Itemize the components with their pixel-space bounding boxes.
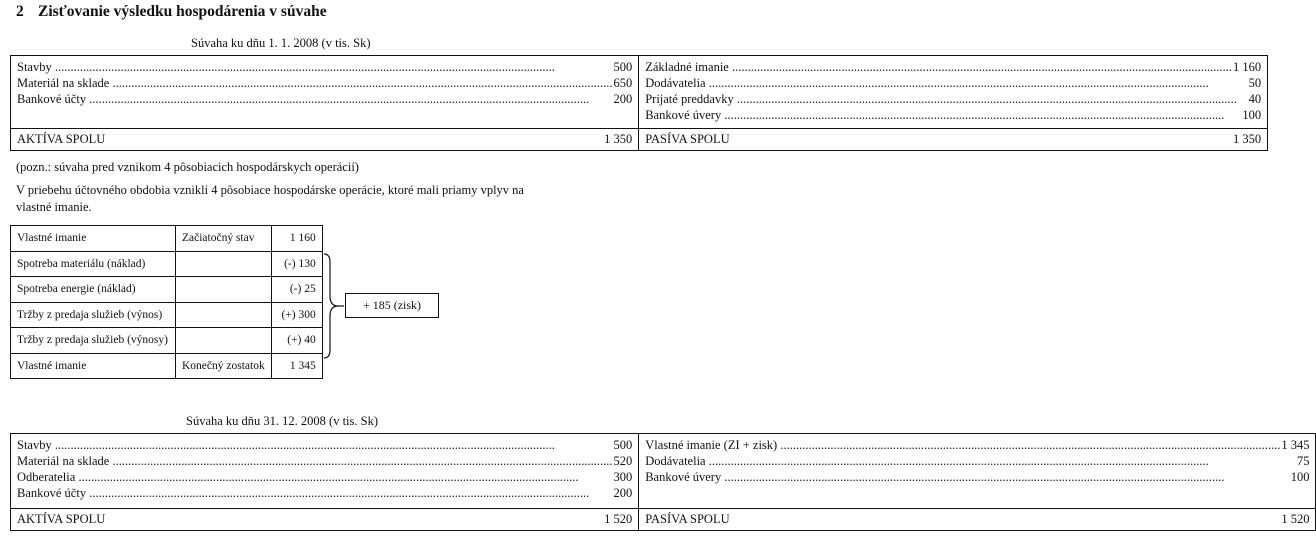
liability-row: Bankové úvery ..... 100 [645, 469, 1309, 485]
liabilities-column [639, 434, 1316, 509]
balance1-title: Súvaha ku dňu 1. 1. 2008 (v tis. Sk) [191, 36, 371, 50]
equity-row: Tržby z predaja služieb (výnos) (+) 300 [11, 302, 323, 328]
equity-row: Vlastné imanie Začiatočný stav 1 160 [11, 226, 323, 252]
liabilities-total [639, 129, 1268, 151]
equity-row: Spotreba materiálu (náklad) (-) 130 [11, 251, 323, 277]
liabilities-column [639, 56, 1268, 129]
liability-row: Bankové úvery ..... 100 [645, 107, 1261, 123]
liabilities-total-value: 1 350 [1232, 132, 1262, 146]
asset-row: Materiál na sklade ..... 650 [17, 75, 632, 91]
profit-result-box: + 185 (zisk) [345, 293, 439, 318]
paragraph: V priebehu účtovného obdobia vznikli 4 pôsobiace hospodárske operácie, ktoré mali priamy vplyv na vlastné imanie. [16, 183, 524, 214]
section-title: Zisťovanie výsledku hospodárenia v súvahe [38, 3, 327, 20]
asset-row: Materiál na sklade ..... 520 [17, 453, 632, 469]
asset-row: Stavby ..... 500 [17, 59, 632, 75]
assets-column [11, 434, 639, 509]
assets-total [11, 509, 639, 531]
equity-row: Vlastné imanie Konečný zostatok 1 345 [11, 353, 323, 379]
section-number: 2 [16, 3, 24, 20]
asset-row: Stavby ..... 500 [17, 437, 632, 453]
liabilities-total-label: PASÍVA SPOLU [645, 512, 730, 526]
balance-sheet-1 [10, 55, 1268, 151]
equity-table [10, 225, 323, 379]
liability-row: Základné imanie ..... 1 160 [645, 59, 1261, 75]
asset-row: Bankové účty ..... 200 [17, 91, 632, 107]
assets-total-value: 1 520 [604, 512, 633, 526]
liabilities-total-label: PASÍVA SPOLU [645, 132, 730, 146]
curly-brace [322, 252, 346, 360]
assets-total-label: AKTÍVA SPOLU [17, 132, 106, 146]
liability-row: Vlastné imanie (ZI + zisk) ..... 1 345 [645, 437, 1309, 453]
liability-row: Dodávatelia ..... 75 [645, 453, 1309, 469]
liabilities-total-value: 1 520 [1281, 512, 1310, 526]
asset-row: Odberatelia ..... 300 [17, 469, 632, 485]
asset-row: Bankové účty ..... 200 [17, 485, 632, 501]
balance-sheet-2 [10, 433, 1316, 531]
equity-row: Spotreba energie (náklad) (-) 25 [11, 277, 323, 303]
note: (pozn.: súvaha pred vznikom 4 pôsobiacich hospodárskych operácií) [16, 160, 359, 174]
liability-row: Dodávatelia ..... 50 [645, 75, 1261, 91]
section-heading [16, 3, 327, 21]
liability-row: Prijaté preddavky ..... 40 [645, 91, 1261, 107]
assets-column [11, 56, 639, 129]
balance2-title: Súvaha ku dňu 31. 12. 2008 (v tis. Sk) [186, 414, 379, 428]
assets-total [11, 129, 639, 151]
equity-row: Tržby z predaja služieb (výnosy) (+) 40 [11, 328, 323, 354]
liabilities-total [639, 509, 1316, 531]
assets-total-value: 1 350 [604, 132, 633, 146]
assets-total-label: AKTÍVA SPOLU [17, 512, 106, 526]
